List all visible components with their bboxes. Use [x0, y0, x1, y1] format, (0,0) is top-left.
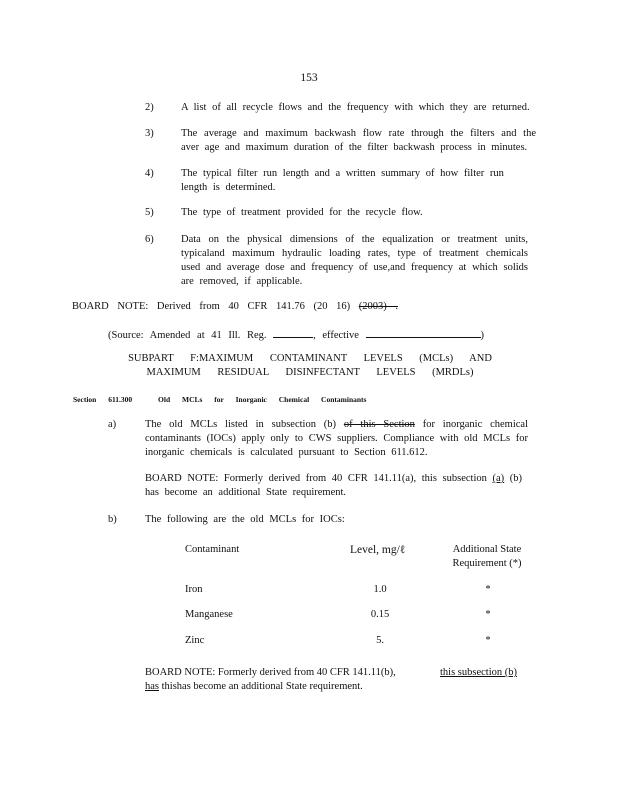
cell-level: 1.0	[373, 584, 387, 595]
list-item-text: The typical filter run length and a written summary of how filter run length is determined.	[181, 168, 504, 193]
list-item-number: 2)	[145, 102, 154, 113]
text-run: for inorganic chemical contaminants (IOCs) apply only to CWS suppliers. Compliance with old MCLs for inorganic chemicals is calculated pursuant to Section 611.612.	[145, 419, 528, 458]
cell-requirement: *	[485, 609, 491, 620]
underlined-text: has	[145, 681, 159, 692]
list-item-text: Data on the physical dimensions of the equalization or treatment units, typicaland maximum hydraulic loading rates, type of treatment chemicals used and average dose and frequency of use,and frequency at which solids are removed, if applicable.	[181, 234, 528, 287]
list-item-number: 3)	[145, 128, 154, 139]
subsection-label: b)	[108, 514, 117, 525]
list-item-text: The average and maximum backwash flow rate through the filters and the aver age and maximum duration of the filter backwash process in minutes.	[181, 128, 536, 153]
text-run: BOARD NOTE: Formerly derived from 40 CFR 141.11(b),	[145, 667, 396, 678]
column-header-contaminant: Contaminant	[185, 544, 240, 555]
cell-level: 5.	[376, 635, 384, 646]
subpart-line-1: SUBPART F:MAXIMUM CONTAMINANT LEVELS (MCLs) AND	[128, 353, 492, 364]
list-item-text: A list of all recycle flows and the frequency with which they are returned.	[181, 102, 530, 113]
column-header-additional: Additional State Requirement (*)	[452, 544, 522, 569]
list-item-number: 6)	[145, 234, 154, 245]
struck-text: of this Section	[343, 419, 415, 430]
text-run: (b) has become an additional State requirement.	[145, 473, 523, 498]
cell-level: 0.15	[370, 609, 390, 620]
list-item-number: 4)	[145, 168, 154, 179]
text-run-line-2	[145, 680, 363, 694]
subsection-text: The following are the old MCLs for IOCs:	[145, 514, 345, 525]
struck-text: (2003) .	[358, 301, 398, 312]
source-mid: , effective	[313, 330, 359, 341]
list-item-text: The type of treatment provided for the recycle flow.	[181, 207, 423, 218]
column-header-level: Level, mg/ℓ	[350, 544, 406, 556]
board-note-a	[145, 472, 530, 500]
section-title: Old MCLs for Inorganic Chemical Contaminants	[158, 395, 367, 404]
underlined-text: this subsection (b)	[440, 667, 517, 678]
blank-line	[366, 326, 481, 338]
board-note	[72, 300, 398, 314]
section-number: Section 611.300	[73, 395, 133, 404]
cell-contaminant: Iron	[185, 584, 203, 595]
subpart-line-2: MAXIMUM RESIDUAL DISINFECTANT LEVELS (MRDLs)	[146, 367, 474, 378]
text-run: thishas become an additional State requirement.	[161, 681, 363, 692]
source-prefix: (Source: Amended at 41 Ill. Reg.	[108, 330, 267, 341]
subsection-label: a)	[108, 419, 117, 430]
subsection-text	[145, 418, 528, 460]
section-heading	[73, 393, 366, 407]
page-number: 153	[300, 72, 318, 84]
cell-requirement: *	[485, 584, 491, 595]
source-note	[108, 326, 484, 343]
cell-contaminant: Zinc	[185, 635, 205, 646]
cell-requirement: *	[485, 635, 491, 646]
list-item-number: 5)	[145, 207, 154, 218]
underlined-text: (a)	[492, 473, 505, 484]
text-run: The old MCLs listed in subsection (b)	[145, 419, 337, 430]
board-note-text: BOARD NOTE: Derived from 40 CFR 141.76 (20 16)	[72, 301, 351, 312]
cell-contaminant: Manganese	[185, 609, 233, 620]
text-run: BOARD NOTE: Formerly derived from 40 CFR 141.11(a), this subsection	[145, 473, 487, 484]
source-end: )	[480, 330, 485, 341]
subpart-heading	[60, 352, 560, 380]
blank-line	[273, 326, 313, 338]
